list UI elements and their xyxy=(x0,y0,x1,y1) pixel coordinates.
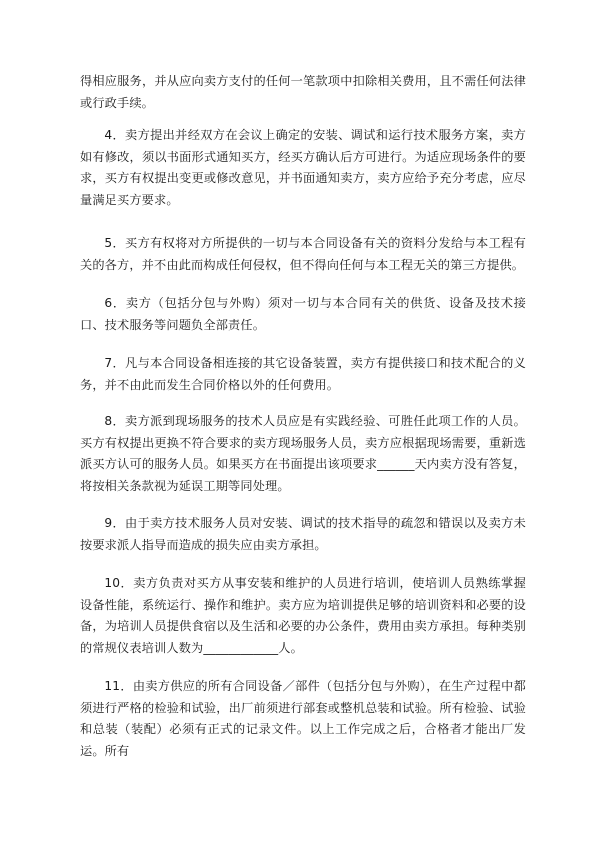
clause-6: 6．卖方（包括分包与外购）须对一切与本合同有关的供货、设备及技术接口、技术服务等问题负全部责任。 xyxy=(80,296,526,332)
clause-10: 10．卖方负责对买方从事安装和维护的人员进行培训，使培训人员熟练掌握设备性能，系统运行、操作和维护。卖方应为培训提供足够的培训资料和必要的设备，为培训人员提供食宿以及生活和必要的办公条件，费用由卖方承担。每种类别的常规仪表培训人数为____________人。 xyxy=(80,576,526,655)
clause-8: 8．卖方派到现场服务的技术人员应是有实践经验、可胜任此项工作的人员。买方有权提出更换不符合要求的卖方现场服务人员，卖方应根据现场需要，重新选派买方认可的服务人员。如果买方在书面提出该项要求______天内卖方没有答复，将按相关条款视为延误工期等同处理。 xyxy=(80,414,526,493)
clause-7: 7．凡与本合同设备相连接的其它设备装置，卖方有提供接口和技术配合的义务，并不由此而发生合同价格以外的任何费用。 xyxy=(80,356,526,392)
paragraph-continuation: 得相应服务，并从应向卖方支付的任何一笔款项中扣除相关费用，且不需任何法律或行政手续。 xyxy=(80,74,526,110)
clause-4: 4．卖方提出并经双方在会议上确定的安装、调试和运行技术服务方案，卖方如有修改，须以书面形式通知买方，经买方确认后方可进行。为适应现场条件的要求，买方有权提出变更或修改意见，并书面通知卖方，卖方应给予充分考虑，应尽量满足买方要求。 xyxy=(80,128,526,207)
clause-9: 9．由于卖方技术服务人员对安装、调试的技术指导的疏忽和错误以及卖方未按要求派人指导而造成的损失应由卖方承担。 xyxy=(80,516,526,552)
clause-11: 11．由卖方供应的所有合同设备／部件（包括分包与外购），在生产过程中都须进行严格的检验和试验，出厂前须进行部套或整机总装和试验。所有检验、试验和总装（装配）必须有正式的记录文件。以上工作完成之后，合格者才能出厂发运。所有 xyxy=(80,679,526,758)
clause-5: 5．买方有权将对方所提供的一切与本合同设备有关的资料分发给与本工程有关的各方，并不由此而构成任何侵权，但不得向任何与本工程无关的第三方提供。 xyxy=(80,236,526,272)
